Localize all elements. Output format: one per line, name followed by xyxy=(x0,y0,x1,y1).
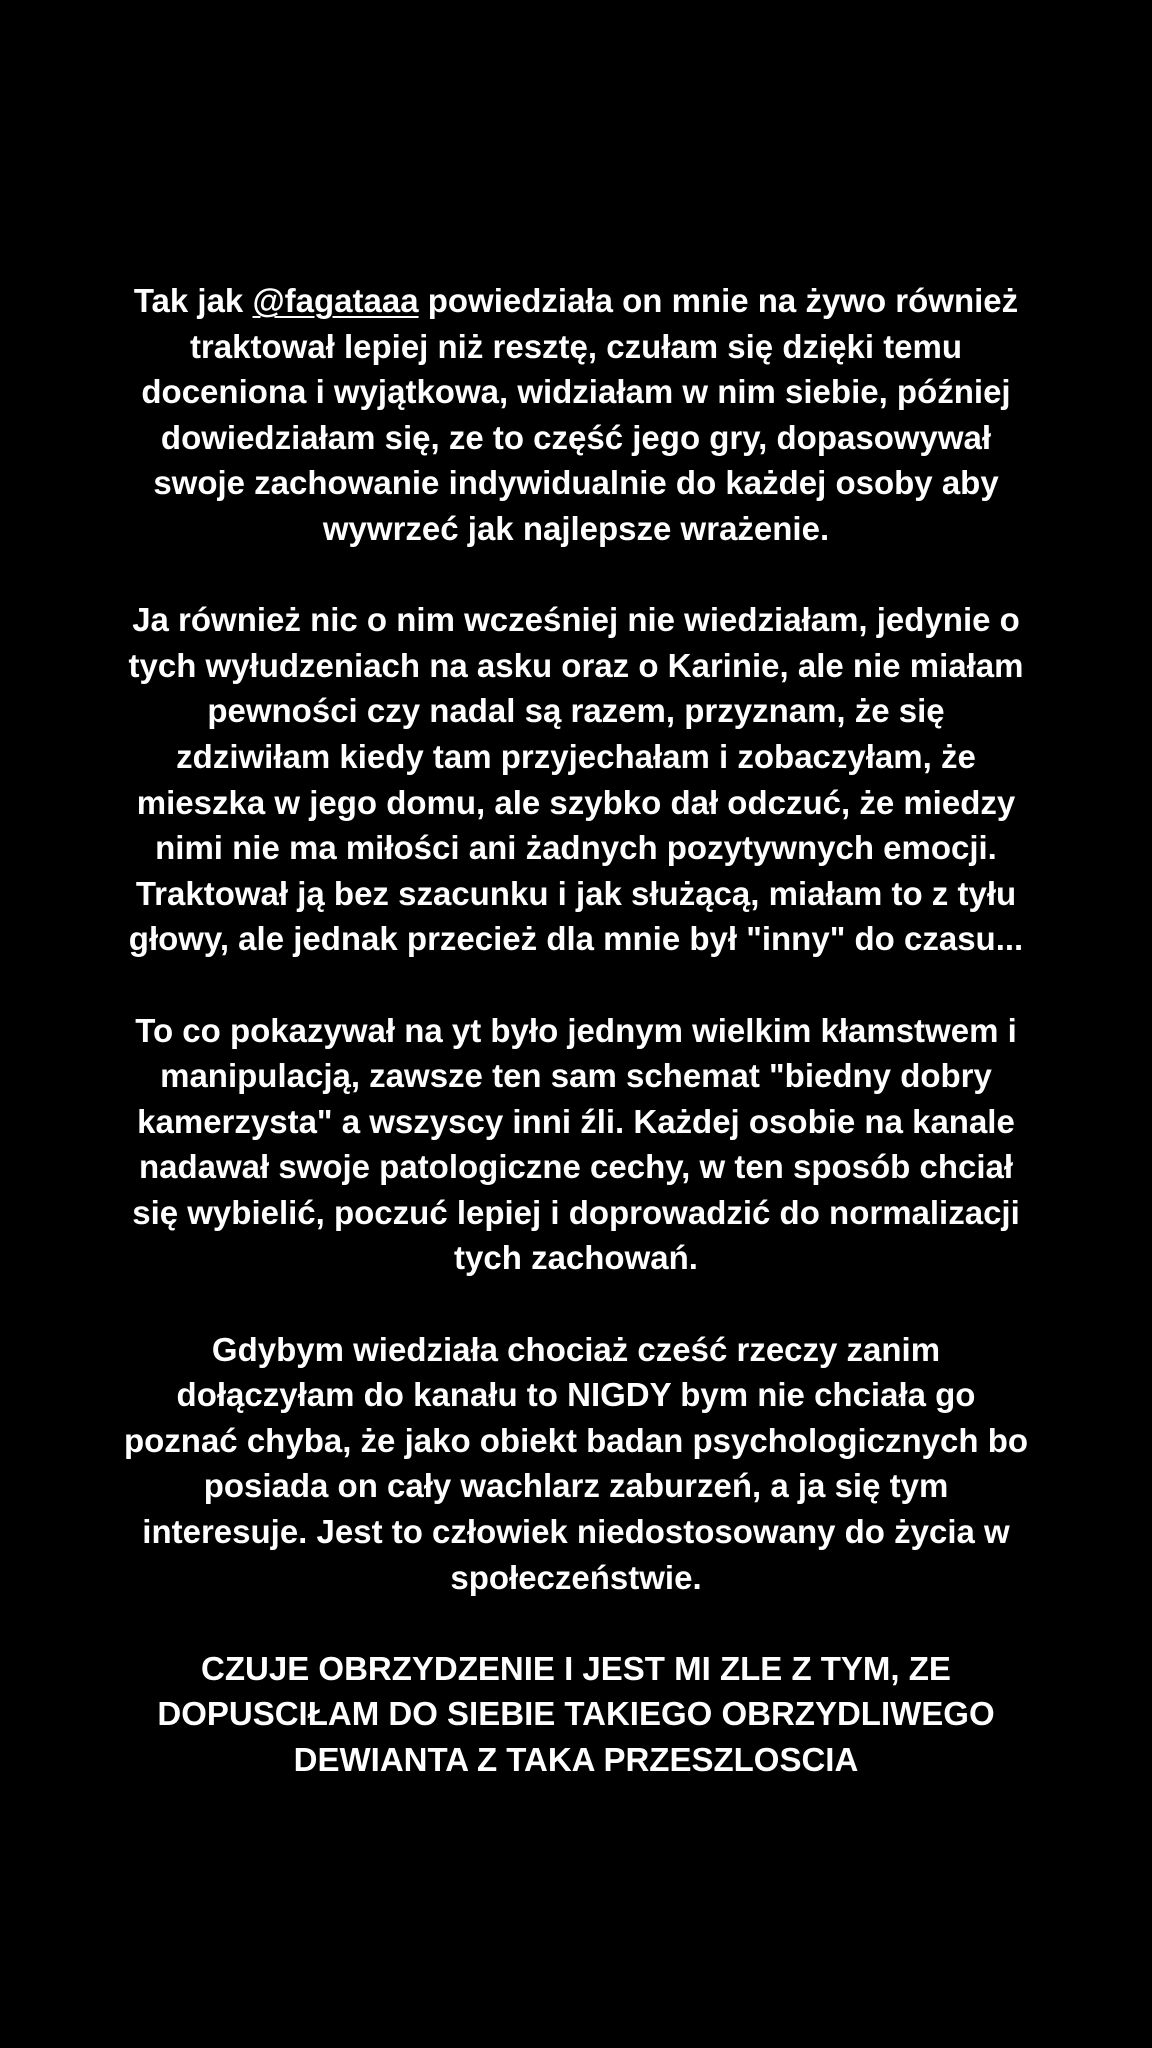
paragraph-spacer xyxy=(70,1600,1082,1646)
story-line: dołączyłam do kanału to NIGDY bym nie chciała go xyxy=(176,1376,976,1414)
story-text-block xyxy=(70,278,1082,1783)
story-paragraph-2 xyxy=(70,597,1082,962)
user-mention-link[interactable]: @fagataaa xyxy=(252,282,419,319)
story-line: doceniona i wyjątkowa, widziałam w nim siebie, później xyxy=(141,373,1011,411)
story-line: DOPUSCIŁAM DO SIEBIE TAKIEGO OBRZYDLIWEGO xyxy=(157,1695,995,1733)
story-line: tych zachowań. xyxy=(454,1239,698,1277)
story-line: traktował lepiej niż resztę, czułam się dzięki temu xyxy=(189,327,963,365)
paragraph-spacer xyxy=(70,962,1082,1008)
paragraph-spacer xyxy=(70,1281,1082,1327)
story-line: poznać chyba, że jako obiekt badan psychologicznych bo xyxy=(123,1421,1029,1459)
story-line: interesuje. Jest to człowiek niedostosowany do życia w xyxy=(142,1513,1010,1551)
story-line: To co pokazywał na yt było jednym wielkim kłamstwem i xyxy=(135,1011,1017,1049)
line-prefix: Tak jak xyxy=(133,282,253,319)
story-line: się wybielić, poczuć lepiej i doprowadzić do normalizacji xyxy=(132,1193,1020,1231)
story-line: głowy, ale jednak przecież dla mnie był "inny" do czasu... xyxy=(128,920,1024,958)
story-line: CZUJE OBRZYDZENIE I JEST MI ZLE Z TYM, ZE xyxy=(201,1649,951,1687)
story-line: nadawał swoje patologiczne cechy, w ten sposób chciał xyxy=(138,1148,1014,1186)
story-line: posiada on cały wachlarz zaburzeń, a ja się tym xyxy=(203,1467,949,1505)
story-paragraph-3 xyxy=(70,1008,1082,1282)
story-line: DEWIANTA Z TAKA PRZESZLOSCIA xyxy=(293,1741,859,1778)
story-line: dowiedziałam się, ze to część jego gry, dopasowywał xyxy=(160,418,992,456)
story-line xyxy=(70,278,1082,324)
story-line: wywrzeć jak najlepsze wrażenie. xyxy=(322,509,830,547)
story-line: Ja również nic o nim wcześniej nie wiedziałam, jedynie o xyxy=(132,601,1020,639)
story-paragraph-4 xyxy=(70,1327,1082,1601)
paragraph-spacer xyxy=(70,552,1082,598)
story-line: Gdybym wiedziała chociaż cześć rzeczy zanim xyxy=(211,1330,941,1368)
story-line: swoje zachowanie indywidualnie do każdej osoby aby xyxy=(153,464,999,502)
story-line: mieszka w jego domu, ale szybko dał odczuć, że miedzy xyxy=(136,783,1016,821)
story-line: manipulacją, zawsze ten sam schemat "biedny dobry xyxy=(160,1057,992,1095)
story-line: tych wyłudzeniach na asku oraz o Karinie, ale nie miałam xyxy=(128,646,1024,684)
story-line: społeczeństwie. xyxy=(450,1558,702,1596)
story-line: Traktował ją bez szacunku i jak służącą, miałam to z tyłu xyxy=(135,874,1017,912)
story-line: zdziwiłam kiedy tam przyjechałam i zobaczyłam, że xyxy=(176,737,976,775)
story-paragraph-5 xyxy=(70,1646,1082,1783)
story-line: pewności czy nadal są razem, przyznam, że się xyxy=(207,692,945,730)
line-suffix: powiedziała on mnie na żywo również xyxy=(418,282,1019,319)
story-paragraph-1 xyxy=(70,278,1082,552)
story-line: nimi nie ma miłości ani żadnych pozytywnych emocji. xyxy=(155,829,997,867)
story-line: kamerzysta" a wszyscy inni źli. Każdej osobie na kanale xyxy=(137,1102,1015,1140)
